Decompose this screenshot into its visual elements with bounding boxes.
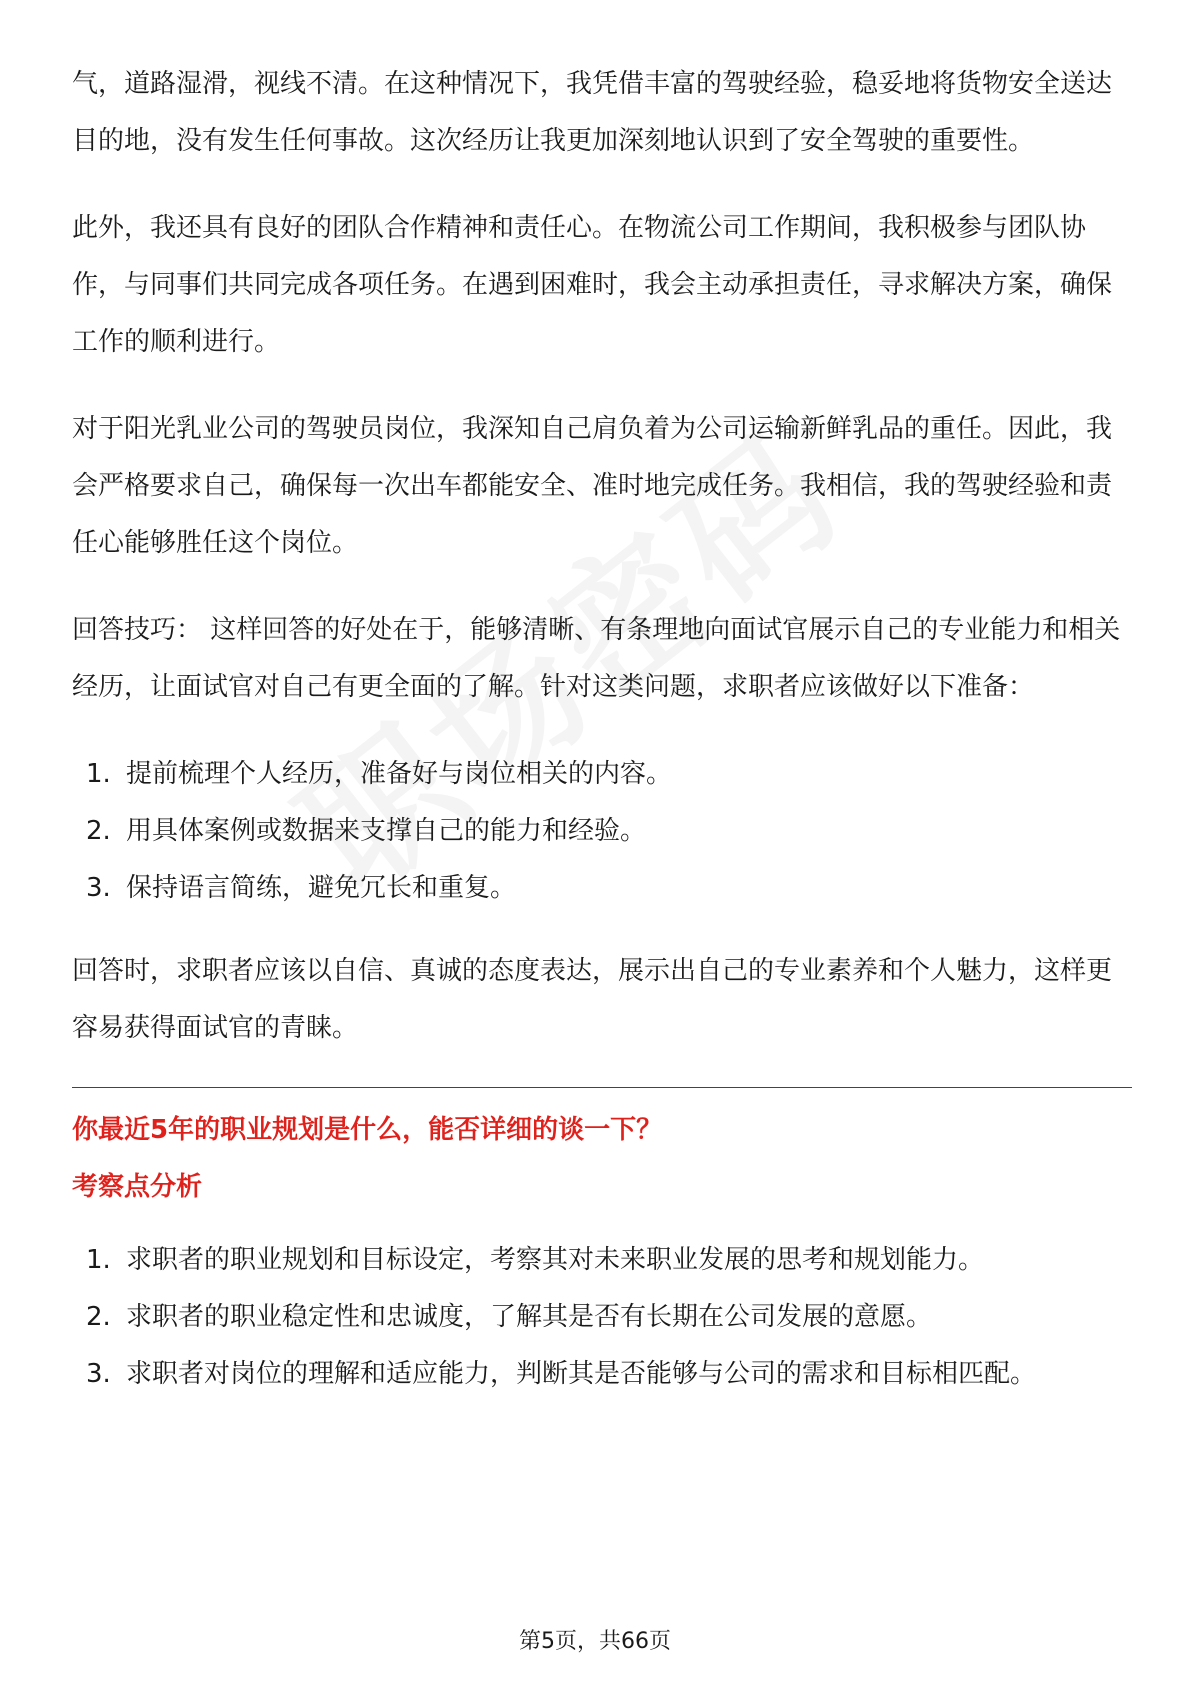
list-item <box>72 746 1132 803</box>
question-heading: 你最近5年的职业规划是什么，能否详细的谈一下？ <box>72 1115 663 1145</box>
section-divider <box>72 1087 1132 1088</box>
list-item <box>72 1346 1132 1403</box>
tips-list <box>72 746 1132 917</box>
list-item <box>72 1232 1132 1289</box>
list-item <box>72 803 1132 860</box>
analysis-list <box>72 1232 1132 1403</box>
list-text: 用具体案例或数据来支撑自己的能力和经验。 <box>126 816 647 846</box>
list-item <box>72 1289 1132 1346</box>
list-number: 1. <box>86 1245 111 1275</box>
paragraph: 气，道路湿滑，视线不清。在这种情况下，我凭借丰富的驾驶经验，稳妥地将货物安全送达目的地，没有发生任何事故。这次经历让我更加深刻地认识到了安全驾驶的重要性。 <box>72 69 1113 156</box>
list-number: 2. <box>86 1302 111 1332</box>
paragraph: 此外，我还具有良好的团队合作精神和责任心。在物流公司工作期间，我积极参与团队协作，与同事们共同完成各项任务。在遇到困难时，我会主动承担责任，寻求解决方案，确保工作的顺利进行。 <box>72 213 1113 357</box>
list-number: 2. <box>86 816 111 846</box>
list-number: 1. <box>86 759 111 789</box>
page-footer: 第5页，共66页 <box>519 1629 671 1654</box>
list-text: 求职者的职业稳定性和忠诚度，了解其是否有长期在公司发展的意愿。 <box>126 1302 933 1332</box>
document-body <box>72 56 1132 1429</box>
analysis-heading: 考察点分析 <box>72 1172 203 1202</box>
list-number: 3. <box>86 873 111 903</box>
closing-paragraph: 回答时，求职者应该以自信、真诚的态度表达，展示出自己的专业素养和个人魅力，这样更容易获得面试官的青睐。 <box>72 956 1113 1043</box>
list-number: 3. <box>86 1359 111 1389</box>
list-text: 提前梳理个人经历，准备好与岗位相关的内容。 <box>126 759 673 789</box>
list-text: 求职者对岗位的理解和适应能力，判断其是否能够与公司的需求和目标相匹配。 <box>126 1359 1037 1389</box>
list-text: 保持语言简练，避免冗长和重复。 <box>126 873 517 903</box>
paragraph: 对于阳光乳业公司的驾驶员岗位，我深知自己肩负着为公司运输新鲜乳品的重任。因此，我会严格要求自己，确保每一次出车都能安全、准时地完成任务。我相信，我的驾驶经验和责任心能够胜任这个岗位。 <box>72 414 1113 558</box>
list-item <box>72 860 1132 917</box>
answer-tips-paragraph: 回答技巧： 这样回答的好处在于，能够清晰、有条理地向面试官展示自己的专业能力和相关经历，让面试官对自己有更全面的了解。针对这类问题，求职者应该做好以下准备： <box>72 615 1121 702</box>
list-text: 求职者的职业规划和目标设定，考察其对未来职业发展的思考和规划能力。 <box>126 1245 985 1275</box>
